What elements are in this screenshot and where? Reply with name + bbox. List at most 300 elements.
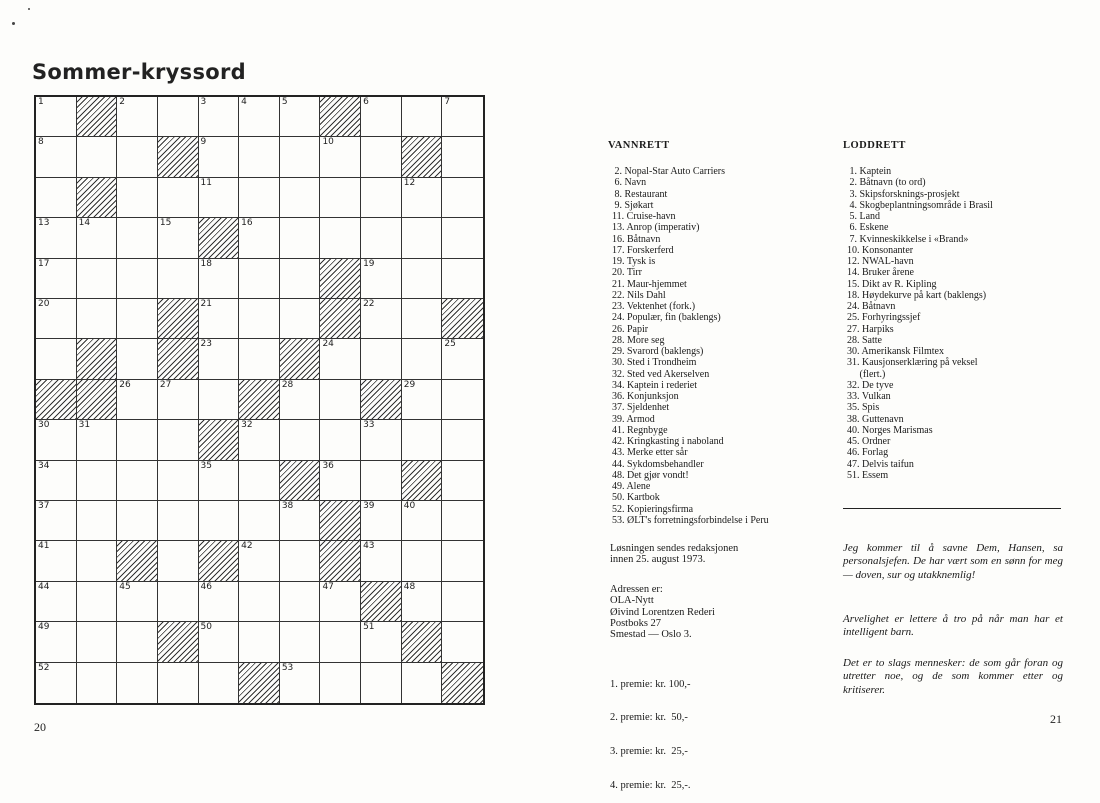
clue-item: 4. Skogbeplantningsområde i Brasil [847,199,993,211]
clue-number: 21 [200,299,212,309]
clue-item: 50. Kartbok [612,492,660,504]
clue-item: 1. Kaptein [847,166,892,177]
clue-number: 30 [38,420,50,431]
clue-number: 20 [38,299,50,309]
clue-number: 29 [403,379,416,390]
grid-cell [280,380,321,420]
clue-item: 35. Spis [847,402,880,414]
grid-cell [158,541,199,581]
grid-cell [402,582,443,622]
grid-cell [239,622,280,662]
clue-number: 10 [322,137,334,148]
clue-item: 6. Navn [612,177,647,189]
clue-item: 14. Bruker årene [847,267,914,279]
grid-cell-blocked [402,461,443,501]
clue-number: 40 [403,501,416,511]
grid-cell [199,622,240,662]
clue-number: 31 [78,420,91,431]
clue-number: 27 [159,379,172,390]
grid-cell [36,218,77,258]
grid-cell [77,663,118,703]
clue-number: 7 [444,97,451,107]
grid-cell [158,259,199,299]
clue-number: 11 [200,177,212,188]
grid-cell [77,501,118,541]
grid-cell [117,622,158,662]
clue-number: 52 [38,662,50,673]
grid-cell [442,501,483,541]
clue-number: 16 [241,218,253,229]
clue-item: 15. Dikt av R. Kipling [847,278,937,290]
grid-cell [402,339,443,379]
clue-number: 5 [281,97,288,107]
grid-cell-blocked [320,299,361,339]
clue-number: 9 [200,137,207,148]
clue-number: 15 [159,218,172,229]
grid-cell [320,622,361,662]
grid-cell [442,541,483,581]
grid-cell [442,420,483,460]
quote-personalsjef: Jeg kommer til å savne Dem, Hansen, sa personalsjefen. De har vært som en sønn for meg — doven, sur og utakknemlig! [843,542,1063,581]
clue-number: 13 [38,218,50,229]
grid-cell [280,259,321,299]
clue-item: 30. Sted i Trondheim [612,357,697,369]
clue-item: 22. Nils Dahl [612,289,666,301]
clue-item: 38. Guttenavn [847,413,904,425]
loddrett-clue-list [847,166,1077,481]
grid-cell [442,582,483,622]
prize-line: 3. premie: kr. 25,- [610,746,688,758]
clue-item: 3. Skipsforsknings-prosjekt [847,188,960,200]
grid-cell [280,501,321,541]
grid-cell [320,663,361,703]
address-line: Postboks 27 [610,617,662,629]
clue-number: 35 [200,460,212,471]
address-line: Adressen er: [610,584,663,595]
clue-number: 32 [241,420,253,431]
clue-item: 9. Sjøkart [612,199,654,211]
clue-item: 18. Høydekurve på kart (baklengs) [847,289,987,301]
grid-cell-blocked [158,339,199,379]
clue-number: 39 [363,501,375,511]
clue-item: 49. Alene [612,481,651,492]
grid-cell [117,380,158,420]
clue-item: 48. Det gjør vondt! [612,469,689,481]
grid-cell-blocked [77,97,118,137]
crossword-grid [34,95,485,705]
grid-cell [280,420,321,460]
clue-item: 37. Sjeldenhet [612,402,670,414]
clue-number: 24 [322,339,334,350]
grid-cell [442,97,483,137]
grid-cell [77,541,118,581]
grid-cell [361,541,402,581]
grid-cell [239,299,280,339]
clue-item: 11. Cruise-havn [612,211,676,222]
grid-cell [402,97,443,137]
clue-item: 28. More seg [612,334,665,346]
address-line: Øivind Lorentzen Rederi [610,606,715,618]
grid-cell [239,218,280,258]
clue-item: 34. Kaptein i rederiet [612,379,697,391]
vannrett-clue-list [612,166,842,526]
grid-cell [361,259,402,299]
grid-cell [442,380,483,420]
clue-item: 41. Regnbyge [612,424,668,436]
prize-line: 1. premie: kr. 100,- [610,678,691,690]
clue-item: 7. Kvinneskikkelse i «Brand» [847,233,969,245]
grid-cell [36,541,77,581]
grid-cell [199,501,240,541]
grid-cell [239,501,280,541]
clue-number: 34 [38,460,50,471]
clue-item: 10. Konsonanter [847,244,914,256]
grid-cell [77,622,118,662]
clue-number: 42 [241,541,253,552]
solution-note [610,543,738,566]
grid-cell-blocked [77,178,118,218]
grid-cell [36,582,77,622]
grid-cell-blocked [361,380,402,420]
grid-cell [36,420,77,460]
grid-cell [36,622,77,662]
grid-cell-blocked [442,663,483,703]
grid-cell [199,461,240,501]
grid-cell [402,178,443,218]
clue-item: 17. Forskerferd [612,244,674,256]
clue-item: 27. Harpiks [847,323,894,335]
grid-cell [36,339,77,379]
grid-cell [158,178,199,218]
clue-item: 21. Maur-hjemmet [612,278,687,290]
clue-item: 24. Båtnavn [847,301,896,312]
page-title: Sommer-kryssord [32,60,246,84]
clue-number: 3 [200,97,207,107]
grid-cell [320,339,361,379]
grid-cell [361,461,402,501]
grid-cell [117,259,158,299]
grid-cell [36,137,77,177]
grid-cell [280,622,321,662]
grid-cell [361,178,402,218]
grid-cell [117,339,158,379]
grid-cell [158,97,199,137]
grid-cell-blocked [117,541,158,581]
clue-item: 39. Armod [612,413,655,425]
clue-item: 13. Anrop (imperativ) [612,222,700,234]
clue-item: 45. Ordner [847,436,891,447]
grid-cell [77,259,118,299]
clue-item: (flert.) [847,368,886,380]
clue-number: 44 [38,581,50,592]
grid-cell [117,582,158,622]
clue-number: 53 [281,662,294,673]
grid-cell [199,380,240,420]
grid-cell-blocked [239,380,280,420]
grid-cell [402,380,443,420]
grid-cell-blocked [36,380,77,420]
grid-cell-blocked [199,541,240,581]
prize-line: 4. premie: kr. 25,-. [610,780,691,792]
grid-cell [158,380,199,420]
clue-item: 53. ØLT's forretningsforbindelse i Peru [612,514,769,526]
grid-cell [280,299,321,339]
grid-cell-blocked [280,339,321,379]
grid-cell-blocked [402,622,443,662]
grid-cell [158,663,199,703]
clue-item: 36. Konjunksjon [612,391,679,402]
grid-cell [280,663,321,703]
grid-cell-blocked [361,582,402,622]
grid-cell [77,461,118,501]
grid-cell [117,501,158,541]
grid-cell [442,137,483,177]
grid-cell-blocked [158,622,199,662]
grid-cell [280,218,321,258]
grid-cell [158,582,199,622]
grid-cell [158,461,199,501]
clue-number: 46 [200,581,212,592]
grid-cell [402,299,443,339]
grid-cell [280,541,321,581]
grid-cell [320,461,361,501]
clue-number: 6 [363,97,369,107]
grid-cell [36,461,77,501]
clue-number: 37 [38,501,50,511]
grid-cell [239,259,280,299]
grid-cell [199,259,240,299]
grid-cell [280,97,321,137]
grid-cell [280,137,321,177]
grid-cell [361,622,402,662]
clue-item: 24. Populær, fin (baklengs) [612,312,721,324]
address-block [610,584,715,640]
grid-cell [442,461,483,501]
page-number-left: 20 [34,720,46,734]
grid-cell [36,299,77,339]
clue-number: 19 [363,258,375,269]
clue-number: 50 [200,622,212,633]
clue-number: 26 [119,379,131,390]
clue-number: 22 [363,299,375,309]
clue-number: 41 [38,541,50,552]
grid-cell [320,582,361,622]
grid-cell [442,622,483,662]
grid-cell [117,663,158,703]
grid-cell [361,339,402,379]
grid-cell-blocked [402,137,443,177]
grid-cell-blocked [320,97,361,137]
grid-cell [158,218,199,258]
grid-cell-blocked [442,299,483,339]
grid-cell [402,663,443,703]
clue-number: 2 [119,97,125,107]
grid-cell-blocked [239,663,280,703]
grid-cell [77,420,118,460]
clue-number: 48 [403,581,416,592]
prize-line: 2. premie: kr. 50,- [610,712,688,724]
grid-cell [402,420,443,460]
grid-cell [361,218,402,258]
grid-cell [77,218,118,258]
grid-cell [320,380,361,420]
grid-cell [402,501,443,541]
clue-number: 43 [363,541,375,552]
grid-cell-blocked [77,380,118,420]
clue-item: 19. Tysk is [612,256,656,267]
clue-item: 31. Kausjonserklæring på veksel [847,357,978,369]
clue-item: 42. Kringkasting i naboland [612,436,724,447]
grid-cell-blocked [77,339,118,379]
clue-item: 23. Vektenhet (fork.) [612,301,696,312]
clue-item: 32. Sted ved Akerselven [612,368,710,380]
grid-cell [239,97,280,137]
grid-cell [239,420,280,460]
grid-cell [239,461,280,501]
clue-number: 28 [281,379,294,390]
grid-cell [361,663,402,703]
clue-item: 52. Kopieringsfirma [612,503,694,515]
clue-item: 20. Tirr [612,267,643,279]
grid-cell [239,541,280,581]
clue-item: 40. Norges Marismas [847,424,933,436]
grid-cell-blocked [320,501,361,541]
grid-cell [199,97,240,137]
clue-item: 25. Forhyringssjef [847,312,921,324]
clue-item: 44. Sykdomsbehandler [612,458,704,470]
grid-cell [280,178,321,218]
grid-cell [402,541,443,581]
grid-cell [320,178,361,218]
clue-number: 45 [119,581,131,592]
grid-cell [442,218,483,258]
vannrett-heading: VANNRETT [608,140,670,151]
grid-cell [117,178,158,218]
grid-cell [36,178,77,218]
grid-cell [361,97,402,137]
grid-cell-blocked [199,218,240,258]
grid-cell [442,339,483,379]
solution-note-line: innen 25. august 1973. [610,554,706,566]
clue-item: 43. Merke etter sår [612,447,688,459]
grid-cell [361,501,402,541]
grid-cell [239,582,280,622]
clue-item: 16. Båtnavn [612,233,661,245]
grid-cell [402,259,443,299]
clue-item: 26. Papir [612,323,649,335]
clue-item: 6. Eskene [847,222,889,234]
clue-item: 46. Forlag [847,447,889,459]
divider-line [843,508,1061,509]
clue-item: 30. Amerikansk Filmtex [847,346,944,357]
grid-cell [320,420,361,460]
clue-number: 1 [38,97,44,107]
loddrett-heading: LODDRETT [843,140,906,151]
grid-cell [361,420,402,460]
grid-cell [442,178,483,218]
grid-cell [361,299,402,339]
grid-cell [117,420,158,460]
clue-number: 47 [322,581,334,592]
grid-cell [117,299,158,339]
grid-cell [36,663,77,703]
grid-cell [199,582,240,622]
grid-cell [442,259,483,299]
grid-cell [402,218,443,258]
grid-cell [158,420,199,460]
grid-cell [117,218,158,258]
clue-item: 47. Delvis taifun [847,458,914,470]
quote-arvelighet: Arvelighet er lettere å tro på når man har et intelligent barn. [843,613,1063,639]
clue-number: 17 [38,258,50,269]
grid-cell [239,339,280,379]
grid-cell [77,582,118,622]
clue-item: 2. Nopal-Star Auto Carriers [612,166,726,177]
grid-cell [158,501,199,541]
grid-cell-blocked [158,299,199,339]
grid-cell [239,178,280,218]
clue-number: 38 [281,501,294,511]
grid-cell [320,137,361,177]
clue-number: 8 [38,137,44,148]
grid-cell [239,137,280,177]
grid-cell [77,137,118,177]
solution-note-line: Løsningen sendes redaksjonen [610,543,739,554]
address-line: Smestad — Oslo 3. [610,629,692,641]
grid-cell [117,461,158,501]
clue-item: 8. Restaurant [612,188,668,200]
clue-number: 18 [200,258,212,269]
grid-cell-blocked [320,259,361,299]
clue-item: 33. Vulkan [847,391,891,402]
grid-cell [36,97,77,137]
grid-cell [77,299,118,339]
clue-item: 51. Essem [847,469,889,481]
clue-number: 25 [444,339,456,350]
clue-number: 14 [78,218,91,229]
clue-number: 33 [363,420,375,431]
grid-cell [36,259,77,299]
grid-cell [199,663,240,703]
grid-cell [117,97,158,137]
address-line: OLA-Nytt [610,595,654,607]
clue-number: 4 [241,97,247,107]
clue-item: 12. NWAL-havn [847,256,914,267]
clue-item: 32. De tyve [847,379,894,391]
grid-cell [320,218,361,258]
prize-list [610,656,690,803]
clue-number: 36 [322,460,334,471]
clue-number: 12 [403,177,416,188]
grid-cell [199,178,240,218]
grid-cell [117,137,158,177]
page-number-right: 21 [1050,712,1062,726]
grid-cell [36,501,77,541]
clue-item: 2. Båtnavn (to ord) [847,177,926,189]
clue-item: 5. Land [847,211,881,222]
clue-item: 28. Satte [847,334,882,346]
grid-cell [199,137,240,177]
grid-cell [280,582,321,622]
clue-number: 49 [38,622,50,633]
clue-number: 23 [200,339,212,350]
grid-cell-blocked [320,541,361,581]
quote-mennesker: Det er to slags mennesker: de som går foran og utretter noe, og de som kommer etter og kritiserer. [843,657,1063,696]
grid-cell-blocked [199,420,240,460]
clue-number: 51 [363,622,375,633]
grid-cell-blocked [280,461,321,501]
grid-cell-blocked [158,137,199,177]
